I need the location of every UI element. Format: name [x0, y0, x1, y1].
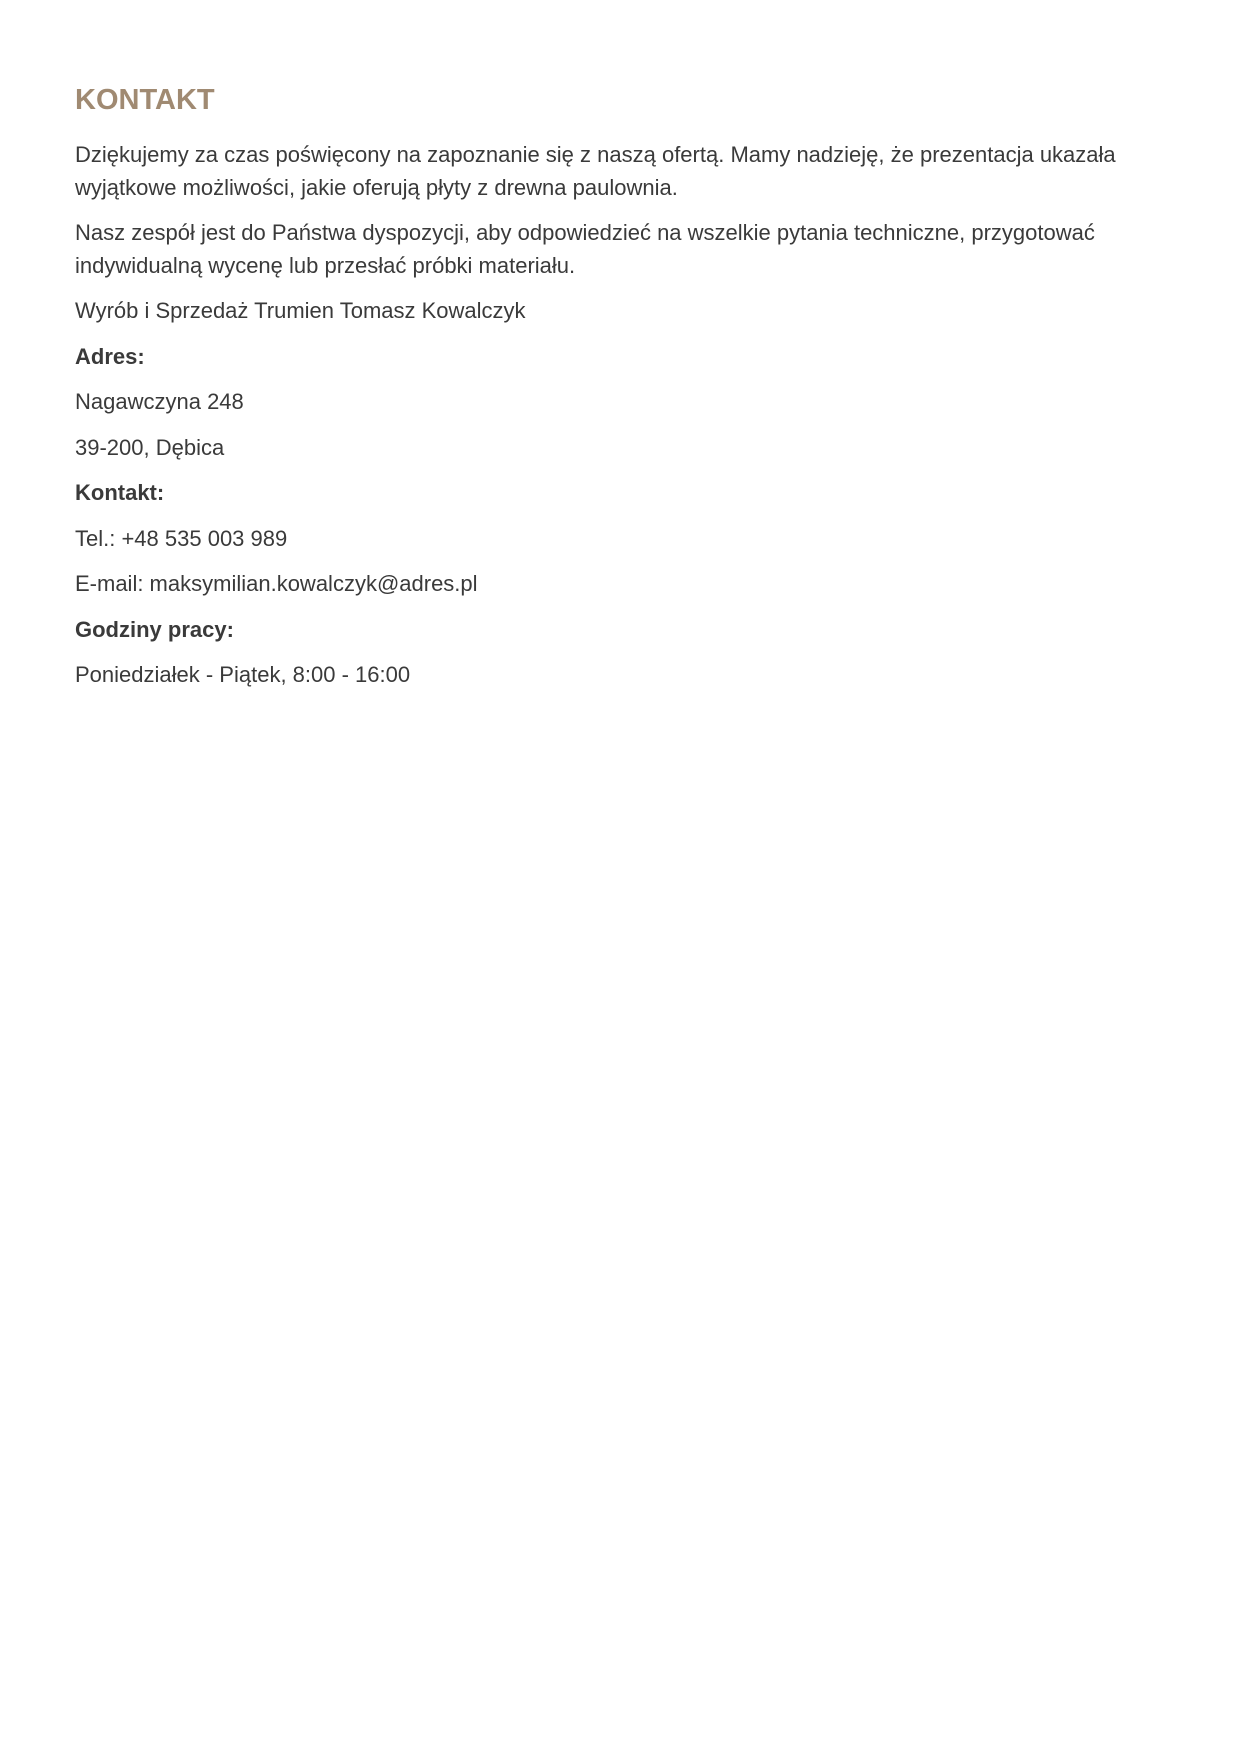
intro-paragraph-team: Nasz zespół jest do Państwa dyspozycji, aby odpowiedzieć na wszelkie pytania techniczne, przygotować indywidualną wycenę lub przesłać próbki materiału. — [75, 220, 1095, 278]
contact-label: Kontakt: — [75, 480, 165, 505]
company-name: Wyrób i Sprzedaż Trumien Tomasz Kowalczyk — [75, 298, 526, 323]
hours-value: Poniedziałek - Piątek, 8:00 - 16:00 — [75, 662, 411, 687]
address-city: 39-200, Dębica — [75, 434, 225, 460]
contact-email: E-mail: maksymilian.kowalczyk@adres.pl — [75, 571, 478, 596]
address-label: Adres: — [75, 343, 145, 369]
address-street: Nagawczyna 248 — [75, 389, 244, 414]
contact-phone: Tel.: +48 535 003 989 — [75, 525, 288, 551]
section-heading: KONTAKT — [75, 84, 215, 116]
hours-label: Godziny pracy: — [75, 616, 234, 642]
contact-section — [75, 78, 1170, 704]
intro-paragraph-thanks: Dziękujemy za czas poświęcony na zapoznanie się z naszą ofertą. Mamy nadzieję, że prezentacja ukazała wyjątkowe możliwości, jakie oferują płyty z drewna paulownia. — [75, 142, 1116, 200]
